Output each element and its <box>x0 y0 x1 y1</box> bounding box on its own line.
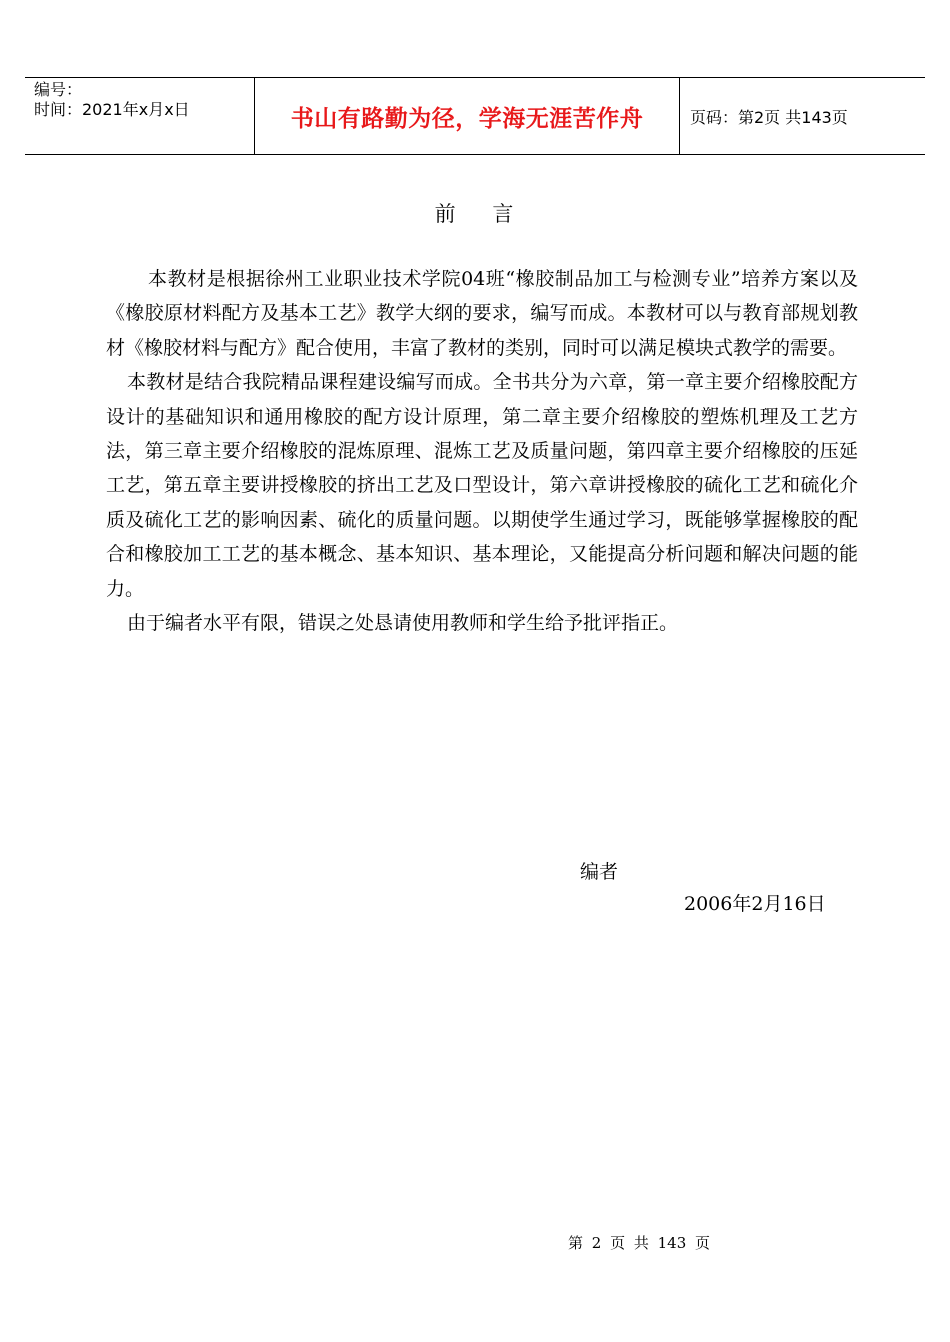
preface-paragraph: 本教材是根据徐州工业职业技术学院04班“橡胶制品加工与检测专业”培养方案以及《橡胶原材料配方及基本工艺》教学大纲的要求，编写而成。本教材可以与教育部规划教材《橡胶材料与配方》配合使用，丰富了教材的类别，同时可以满足模块式教学的需要。 <box>106 268 858 359</box>
signature-date: 2006年2月16日 <box>684 893 826 915</box>
document-time-label: 时间：2021年x月x日 <box>34 100 190 119</box>
header-motto-cell <box>254 78 680 154</box>
header-meta <box>25 78 254 154</box>
page-header <box>25 77 925 155</box>
preface-body <box>106 262 858 640</box>
preface-paragraph: 本教材是结合我院精品课程建设编写而成。全书共分为六章，第一章主要介绍橡胶配方设计的基础知识和通用橡胶的配方设计原理，第二章主要介绍橡胶的塑炼机理及工艺方法，第三章主要介绍橡胶的混炼原理、混炼工艺及质量问题，第四章主要介绍橡胶的压延工艺，第五章主要讲授橡胶的挤出工艺及口型设计，第六章讲授橡胶的硫化工艺和硫化介质及硫化工艺的影响因素、硫化的质量问题。以期使学生通过学习，既能够掌握橡胶的配合和橡胶加工工艺的基本概念、基本知识、基本理论，又能提高分析问题和解决问题的能力。 <box>106 371 858 600</box>
signature-author: 编者 <box>580 861 619 883</box>
header-page-info-cell <box>680 78 925 154</box>
page-title: 前 言 <box>434 202 516 226</box>
header-page-info: 页码：第2页 共143页 <box>690 107 848 127</box>
footer-page-number: 第 2 页 共 143 页 <box>568 1234 711 1252</box>
header-motto: 书山有路勤为径，学海无涯苦作舟 <box>290 104 644 132</box>
document-number-label: 编号： <box>34 80 83 99</box>
preface-paragraph: 由于编者水平有限，错误之处恳请使用教师和学生给予批评指正。 <box>127 612 679 635</box>
